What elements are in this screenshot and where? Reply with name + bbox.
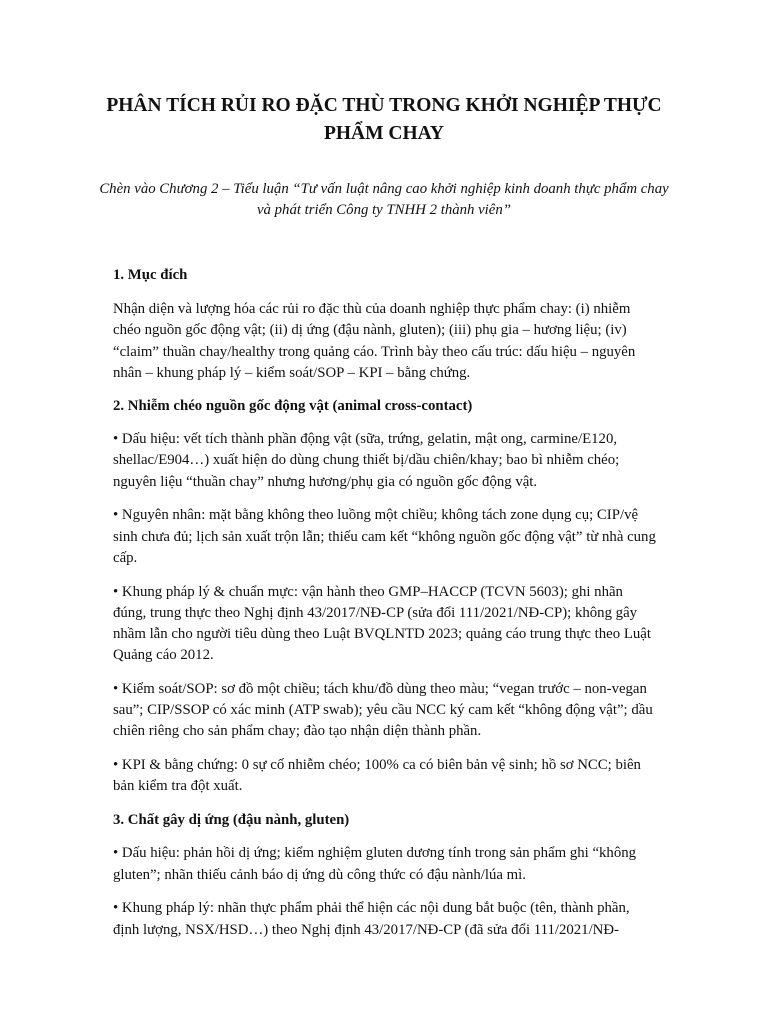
bullet-paragraph: • Kiểm soát/SOP: sơ đồ một chiều; tách khu/đồ dùng theo màu; “vegan trước – non-vegan sau”; CIP/SSOP có xác minh (ATP swab); yêu cầu NCC ký cam kết “không động vật”; dầu chiên riêng cho sản phẩm chay; đào tạo nhận diện thành phần. [113,681,653,740]
bullet-paragraph: • Nguyên nhân: mặt bằng không theo luồng một chiều; không tách zone dụng cụ; CIP/vệ sinh chưa đủ; lịch sản xuất trộn lẫn; thiếu cam kết “không nguồn gốc động vật” từ nhà cung cấp. [113,507,656,566]
bullet-paragraph: • KPI & bằng chứng: 0 sự cố nhiễm chéo; 100% ca có biên bản vệ sinh; hồ sơ NCC; biên bản kiểm tra đột xuất. [113,757,641,795]
section-heading: 1. Mục đích [113,267,188,283]
bullet-paragraph: • Dấu hiệu: phản hồi dị ứng; kiểm nghiệm gluten dương tính trong sản phẩm ghi “không gluten”; nhãn thiếu cảnh báo dị ứng dù công thức có đậu nành/lúa mì. [113,845,637,883]
document-subtitle: Chèn vào Chương 2 – Tiểu luận “Tư vấn luật nâng cao khởi nghiệp kinh doanh thực phẩm chay và phát triển Công ty TNHH 2 thành viên” [99,181,669,218]
document-title: PHÂN TÍCH RỦI RO ĐẶC THÙ TRONG KHỞI NGHIỆP THỰC PHẨM CHAY [106,95,662,144]
bullet-paragraph: • Dấu hiệu: vết tích thành phần động vật (sữa, trứng, gelatin, mật ong, carmine/E120, shellac/E904…) xuất hiện do dùng chung thiết bị/dầu chiên/khay; bao bì nhiễm chéo; nguyên liệu “thuần chay” nhưng hương/phụ gia có nguồn gốc động vật. [113,431,620,490]
bullet-paragraph: • Khung pháp lý & chuẩn mực: vận hành theo GMP–HACCP (TCVN 5603); ghi nhãn đúng, trung thực theo Nghị định 43/2017/NĐ-CP (sửa đổi 111/2021/NĐ-CP); không gây nhầm lẫn cho người tiêu dùng theo Luật BVQLNTD 2023; quảng cáo trung thực theo Luật Quảng cáo 2012. [113,583,651,664]
paragraph: Nhận diện và lượng hóa các rủi ro đặc thù của doanh nghiệp thực phẩm chay: (i) nhiễm chéo nguồn gốc động vật; (ii) dị ứng (đậu nành, gluten); (iii) phụ gia – hương liệu; (iv) “claim” thuần chay/healthy trong quảng cáo. Trình bày theo cấu trúc: dấu hiệu – nguyên nhân – khung pháp lý – kiểm soát/SOP – KPI – bằng chứng. [113,301,636,381]
bullet-paragraph: • Khung pháp lý: nhãn thực phẩm phải thể hiện các nội dung bắt buộc (tên, thành phần, định lượng, NSX/HSD…) theo Nghị định 43/2017/NĐ-CP (đã sửa đổi 111/2021/NĐ- [113,900,630,938]
section-heading: 2. Nhiễm chéo nguồn gốc động vật (animal cross-contact) [113,398,473,415]
section-heading: 3. Chất gây dị ứng (đậu nành, gluten) [113,812,350,829]
document-body [113,265,658,953]
